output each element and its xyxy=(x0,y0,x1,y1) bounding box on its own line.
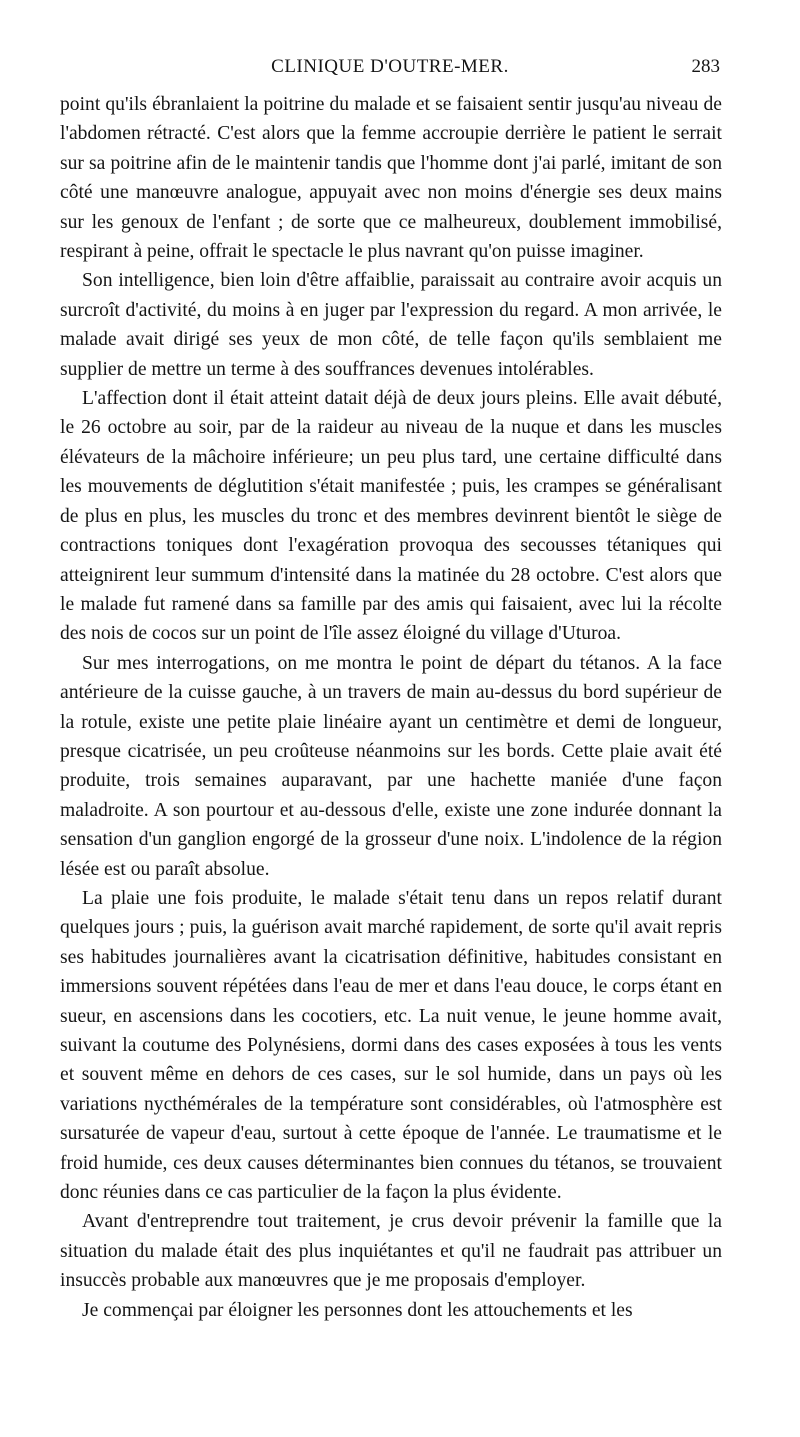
paragraph: Sur mes interrogations, on me montra le point de départ du tétanos. A la face antérieure de la cuisse gauche, à un travers de main au-dessus du bord supérieur de la rotule, existe une petite plaie linéaire ayant un centimètre et demi de longueur, presque cicatrisée, un peu croûteuse néanmoins sur les bords. Cette plaie avait été produite, trois semaines auparavant, par une hachette maniée d'une façon maladroite. A son pourtour et au-dessous d'elle, existe une zone indurée donnant la sensation d'un ganglion engorgé de la grosseur d'une noix. L'indolence de la région lésée est ou paraît absolue. xyxy=(60,652,722,880)
paragraph-continuation: point qu'ils ébranlaient la poitrine du malade et se faisaient sentir jusqu'au niveau de l'abdomen rétracté. C'est alors que la femme accroupie derrière le patient le serrait sur sa poitrine afin de le maintenir tandis que l'homme dont j'ai parlé, imitant de son côté une manœuvre analogue, appuyait avec non moins d'énergie ses deux mains sur les genoux de l'enfant ; de sorte que ce malheureux, doublement immobilisé, respirant à peine, offrait le spectacle le plus navrant qu'on puisse imaginer. xyxy=(60,94,722,263)
paragraph: Je commençai par éloigner les personnes dont les attouchements et les xyxy=(82,1299,633,1321)
page-header xyxy=(60,56,720,82)
paragraph: L'affection dont il était atteint datait déjà de deux jours pleins. Elle avait débuté, le 26 octobre au soir, par de la raideur au niveau de la nuque et dans les muscles élévateurs de la mâchoire inférieure; un peu plus tard, une certaine difficulté dans les mouvements de déglutition s'était manifestée ; puis, les crampes se généralisant de plus en plus, les muscles du tronc et des membres devinrent bientôt le siège de contractions toniques dont l'exagération provoqua des secousses tétaniques qui atteignirent leur summum d'intensité dans la matinée du 28 octobre. C'est alors que le malade fut ramené dans sa famille par des amis qui faisaient, avec lui la récolte des nois de cocos sur un point de l'île assez éloigné du village d'Uturoa. xyxy=(60,388,722,645)
paragraph: La plaie une fois produite, le malade s'était tenu dans un repos relatif durant quelques jours ; puis, la guérison avait marché rapidement, de sorte qu'il avait repris ses habitudes journalières avant la cicatrisation définitive, habitudes consistant en immersions souvent répétées dans l'eau de mer et dans l'eau douce, le corps étant en sueur, en ascensions dans les cocotiers, etc. La nuit venue, le jeune homme avait, suivant la coutume des Polynésiens, dormi dans des cases exposées à tous les vents et souvent même en dehors de ces cases, sur le sol humide, dans un pays où les variations nycthémérales de la température sont considérables, où l'atmosphère est sursaturée de vapeur d'eau, surtout à cette époque de l'année. Le traumatisme et le froid humide, ces deux causes déterminantes bien connues du tétanos, se trouvaient donc réunies dans ce cas particulier de la façon la plus évidente. xyxy=(60,887,722,1204)
body-text xyxy=(60,90,722,1325)
paragraph: Son intelligence, bien loin d'être affaiblie, paraissait au contraire avoir acquis un surcroît d'activité, du moins à en juger par l'expression du regard. A mon arrivée, le malade avait dirigé ses yeux de mon côté, de telle façon qu'ils semblaient me supplier de mettre un terme à des souffrances devenues intolérables. xyxy=(60,270,722,380)
running-head: CLINIQUE D'OUTRE-MER. xyxy=(271,56,509,77)
paragraph: Avant d'entreprendre tout traitement, je crus devoir prévenir la famille que la situation du malade était des plus inquiétantes et qu'il ne faudrait pas attribuer un insuccès probable aux manœuvres que je me proposais d'employer. xyxy=(60,1211,722,1292)
page-number: 283 xyxy=(691,56,720,77)
